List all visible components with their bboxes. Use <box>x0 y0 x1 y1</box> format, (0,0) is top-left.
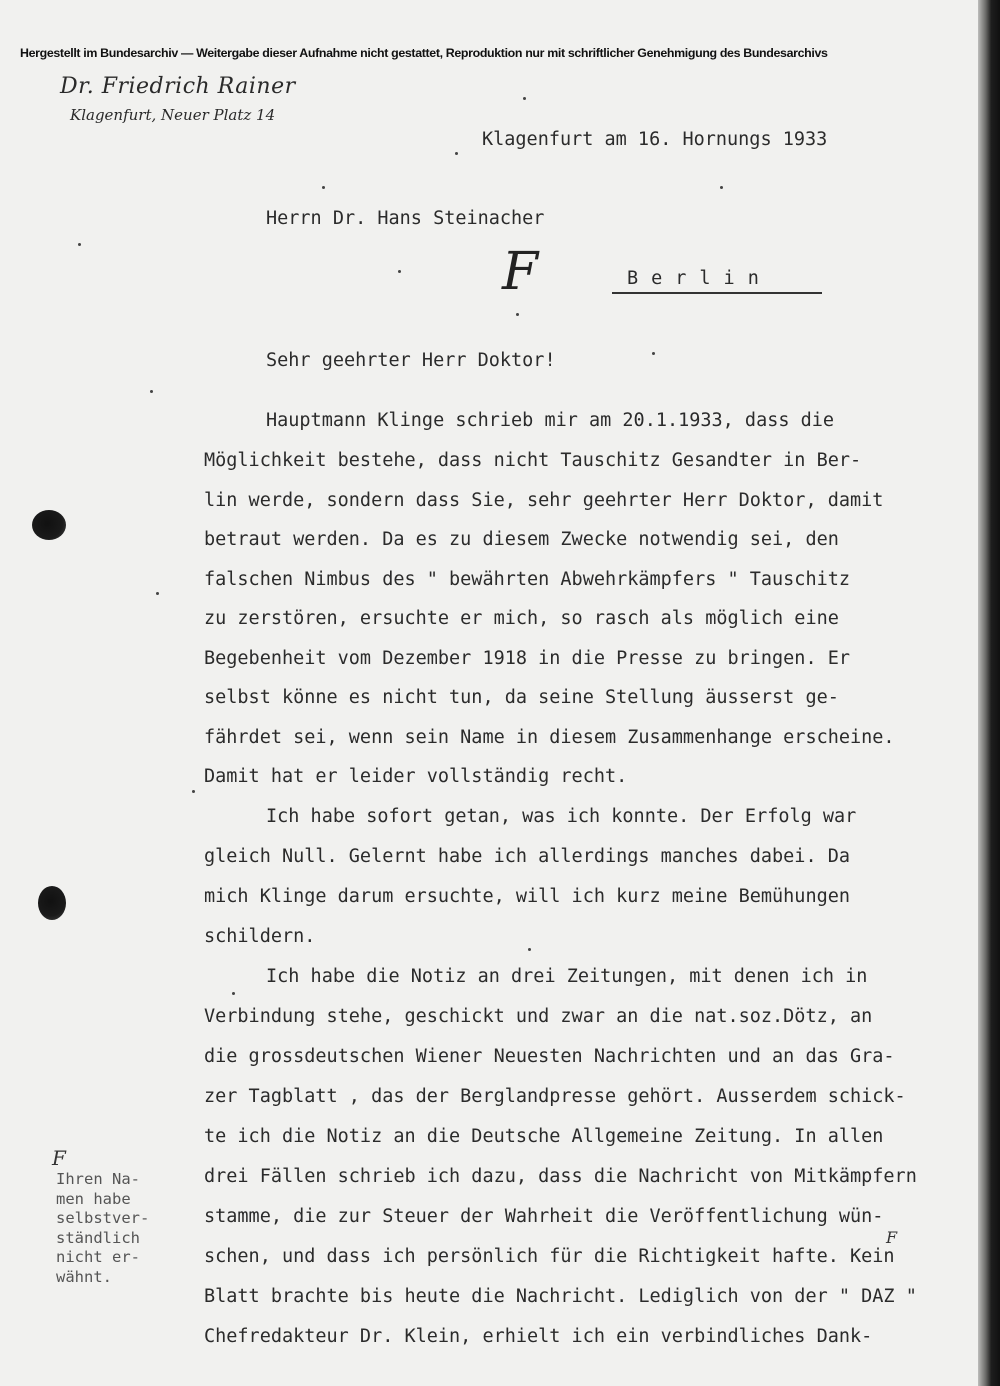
margin-note-line: ständlich <box>56 1228 140 1247</box>
recipient-city: Berlin <box>627 268 772 289</box>
handwritten-f-mark-margin: F <box>52 1146 66 1170</box>
paper-speck <box>516 313 519 316</box>
body-line: Möglichkeit bestehe, dass nicht Tauschitz Gesandter in Ber- <box>204 450 862 471</box>
paper-speck <box>192 790 195 793</box>
letterhead-address: Klagenfurt, Neuer Platz 14 <box>70 106 276 124</box>
body-line: Hauptmann Klinge schrieb mir am 20.1.1933, dass die <box>266 410 835 431</box>
paper-speck <box>652 352 655 355</box>
body-line: Begebenheit vom Dezember 1918 in die Presse zu bringen. Er <box>204 648 851 669</box>
margin-note-line: nicht er- <box>56 1248 140 1267</box>
body-line: drei Fällen schrieb ich dazu, dass die Nachricht von Mitkämpfern <box>204 1166 917 1187</box>
date-line: Klagenfurt am 16. Hornungs 1933 <box>482 129 828 150</box>
body-line: Blatt brachte bis heute die Nachricht. Lediglich von der " DAZ " <box>204 1286 917 1307</box>
body-line: Verbindung stehe, geschickt und zwar an die nat.soz.Dötz, an <box>204 1006 873 1027</box>
paper-speck <box>150 390 153 393</box>
salutation: Sehr geehrter Herr Doktor! <box>266 350 556 371</box>
body-line: zu zerstören, ersuchte er mich, so rasch als möglich eine <box>204 608 839 629</box>
body-line: Chefredakteur Dr. Klein, erhielt ich ein verbindliches Dank- <box>204 1326 873 1347</box>
paper-speck <box>720 186 723 189</box>
letterhead-name: Dr. Friedrich Rainer <box>60 74 296 99</box>
body-line: mich Klinge darum ersuchte, will ich kurz meine Bemühungen <box>204 886 851 907</box>
paper-speck <box>322 186 325 189</box>
margin-note-line: Ihren Na- <box>56 1170 140 1188</box>
city-underline <box>612 292 822 294</box>
punch-hole <box>32 510 66 540</box>
archive-stamp: Hergestellt im Bundesarchiv — Weitergabe dieser Aufnahme nicht gestattet, Reproduktion nur mit schriftlicher Genehmigung des Bundesarchivs <box>20 46 828 60</box>
margin-note-line: selbstver- <box>56 1209 150 1228</box>
paper-speck <box>523 97 526 100</box>
margin-note <box>56 1170 149 1288</box>
body-line: schen, und dass ich persönlich für die Richtigkeit hafte. Kein <box>204 1246 895 1267</box>
margin-note-line: wähnt. <box>56 1267 112 1286</box>
margin-note-line: men habe <box>56 1189 131 1208</box>
paper-speck <box>78 243 81 246</box>
paper-speck <box>156 592 159 595</box>
body-line: schildern. <box>204 926 316 947</box>
paper-speck <box>398 270 401 273</box>
handwritten-f-mark-small: F <box>886 1228 898 1247</box>
body-line: betraut werden. Da es zu diesem Zwecke notwendig sei, den <box>204 529 839 550</box>
scan-dark-edge <box>978 0 1000 1386</box>
paper-speck <box>528 948 531 951</box>
body-line: die grossdeutschen Wiener Neuesten Nachrichten und an das Gra- <box>204 1046 895 1067</box>
body-line: fährdet sei, wenn sein Name in diesem Zusammenhange erscheine. <box>204 727 895 748</box>
paper-speck <box>455 152 458 155</box>
body-line: Ich habe sofort getan, was ich konnte. Der Erfolg war <box>266 806 857 827</box>
recipient: Herrn Dr. Hans Steinacher <box>266 208 545 229</box>
body-line: gleich Null. Gelernt habe ich allerdings manches dabei. Da <box>204 846 851 867</box>
body-line: Damit hat er leider vollständig recht. <box>204 766 628 787</box>
body-line: te ich die Notiz an die Deutsche Allgemeine Zeitung. In allen <box>204 1126 884 1147</box>
body-line: falschen Nimbus des " bewährten Abwehrkämpfers " Tauschitz <box>204 569 851 590</box>
body-line: lin werde, sondern dass Sie, sehr geehrter Herr Doktor, damit <box>204 490 884 511</box>
body-line: Ich habe die Notiz an drei Zeitungen, mit denen ich in <box>266 966 868 987</box>
punch-hole <box>38 886 66 920</box>
body-line: zer Tagblatt , das der Berglandpresse gehört. Ausserdem schick- <box>204 1086 906 1107</box>
body-line: stamme, die zur Steuer der Wahrheit die Veröffentlichung wün- <box>204 1206 884 1227</box>
handwritten-f-mark: F <box>502 242 539 302</box>
paper-speck <box>232 992 235 995</box>
body-line: selbst könne es nicht tun, da seine Stellung äusserst ge- <box>204 687 839 708</box>
